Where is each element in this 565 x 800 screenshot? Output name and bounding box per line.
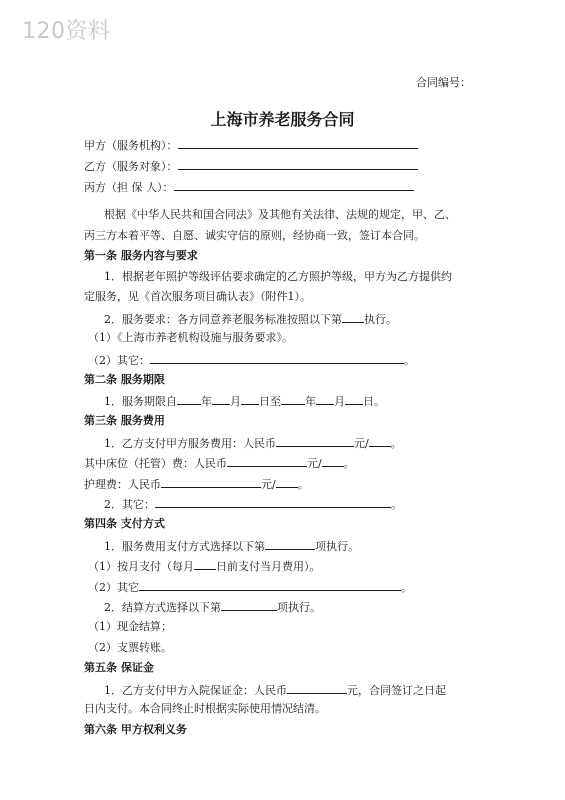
service-fee-unit-blank [369,435,391,447]
article-1-para-1a: 1．根据老年照护等级评估要求确定的乙方照护等级，甲方为乙方提供约 [104,270,452,283]
contract-number-label: 合同编号： [416,76,471,89]
party-b-line [84,158,418,174]
article-1-para-1b: 定服务，见《首次服务项目确认表》（附件1）。 [84,290,311,303]
period-mark-5: 。 [401,581,412,594]
settlement-label: 2．结算方式选择以下第 [104,601,221,614]
term-label: 1．服务期限自 [104,395,177,408]
payment-method-end: 项执行。 [315,540,359,553]
standard-choice-blank [342,311,364,323]
article-5-para-1-cont: 日内支付。本合同终止时根据实际使用情况结清。 [84,702,326,715]
party-c-line [84,179,414,195]
article-1-para-2-end: 执行。 [364,313,397,326]
deposit-mid: 元，合同签订之日起 [347,684,446,697]
article-1-option-1: （1）《上海市养老机构设施与服务要求》。 [88,331,293,344]
party-a-line [84,137,418,153]
care-fee-line [84,476,309,492]
period-mark-2: 。 [343,457,355,470]
party-b-label: 乙方（服务对象）： [84,160,178,173]
monthly-payment-end: 日前支付当月费用）。 [216,560,321,573]
end-day-blank [345,393,363,405]
end-year-blank [281,393,305,405]
article-5-para-1 [104,682,446,698]
deposit-blank [287,682,347,694]
monthly-day-blank [194,558,216,570]
article-1-option-2 [88,352,415,368]
other-fee-blank [155,496,391,508]
article-5-heading: 第五条 保证金 [84,661,154,674]
party-a-blank [178,137,418,149]
payment-method-label: 1．服务费用支付方式选择以下第 [104,540,265,553]
article-3-para-1 [104,435,402,451]
deposit-label: 1．乙方支付甲方入院保证金：人民币 [104,684,287,697]
document-title: 上海市养老服务合同 [210,110,355,129]
article-1-option-2-end: 。 [404,354,415,367]
bed-fee-label: 其中床位（托管）费：人民币 [84,457,227,470]
other-payment-blank [139,579,401,591]
article-1-heading: 第一条 服务内容与要求 [84,249,198,262]
care-fee-unit-blank [276,476,298,488]
article-2-para-1 [104,393,385,409]
start-month-blank [212,393,230,405]
article-3-heading: 第三条 服务费用 [84,414,165,427]
month-label-2: 月 [334,395,345,408]
start-year-blank [177,393,201,405]
article-1-para-2 [104,311,397,327]
service-fee-label: 1．乙方支付甲方服务费用：人民币 [104,437,276,450]
settlement-blank [221,599,277,611]
yuan-per-label-2: 元/ [307,457,322,470]
yuan-per-label-3: 元/ [261,478,276,491]
period-mark-4: 。 [391,498,402,511]
start-day-blank [241,393,259,405]
party-c-label: 丙方（担 保 人）： [84,181,174,194]
article-1-option-2-label: （2）其它： [88,354,150,367]
intro-line-2: 丙三方本着平等、自愿、诚实守信的原则，经协商一致，签订本合同。 [84,229,425,242]
payment-method-blank [265,538,315,550]
article-2-heading: 第二条 服务期限 [84,373,165,386]
cash-settlement-option: （1）现金结算； [88,620,172,633]
other-payment-label: （2）其它 [88,581,139,594]
article-3-para-2 [104,496,402,512]
article-1-para-2-text: 2．服务要求：各方同意养老服务标准按照以下第 [104,313,342,326]
party-b-blank [178,158,418,170]
yuan-per-label: 元/ [354,437,369,450]
other-payment-option [88,579,412,595]
article-6-heading: 第六条 甲方权利义务 [84,723,187,736]
period-mark-3: 。 [297,478,309,491]
year-label-2: 年 [305,395,316,408]
year-label: 年 [201,395,212,408]
watermark-logo: 120资料 [22,19,111,44]
period-mark: 。 [390,437,402,450]
bed-fee-unit-blank [322,455,344,467]
article-1-other-blank [150,352,404,364]
end-month-blank [316,393,334,405]
article-4-para-1 [104,538,359,554]
check-transfer-option: （2）支票转账。 [88,641,172,654]
intro-line-1: 根据《中华人民共和国合同法》及其他有关法律、法规的规定，甲、乙、 [104,208,456,221]
monthly-payment-label: （1）按月支付（每月 [88,560,194,573]
article-4-heading: 第四条 支付方式 [84,517,165,530]
party-c-blank [174,179,414,191]
care-fee-blank [161,476,261,488]
bed-fee-line [84,455,355,471]
service-fee-blank [276,435,354,447]
party-a-label: 甲方（服务机构）： [84,139,178,152]
day-end-label: 日。 [363,395,385,408]
bed-fee-blank [227,455,307,467]
other-fee-label: 2．其它： [104,498,155,511]
day-to-label: 日至 [259,395,281,408]
monthly-payment-option [88,558,321,574]
article-4-para-2 [104,599,321,615]
settlement-end: 项执行。 [277,601,321,614]
month-label: 月 [230,395,241,408]
care-fee-label: 护理费：人民币 [84,478,161,491]
